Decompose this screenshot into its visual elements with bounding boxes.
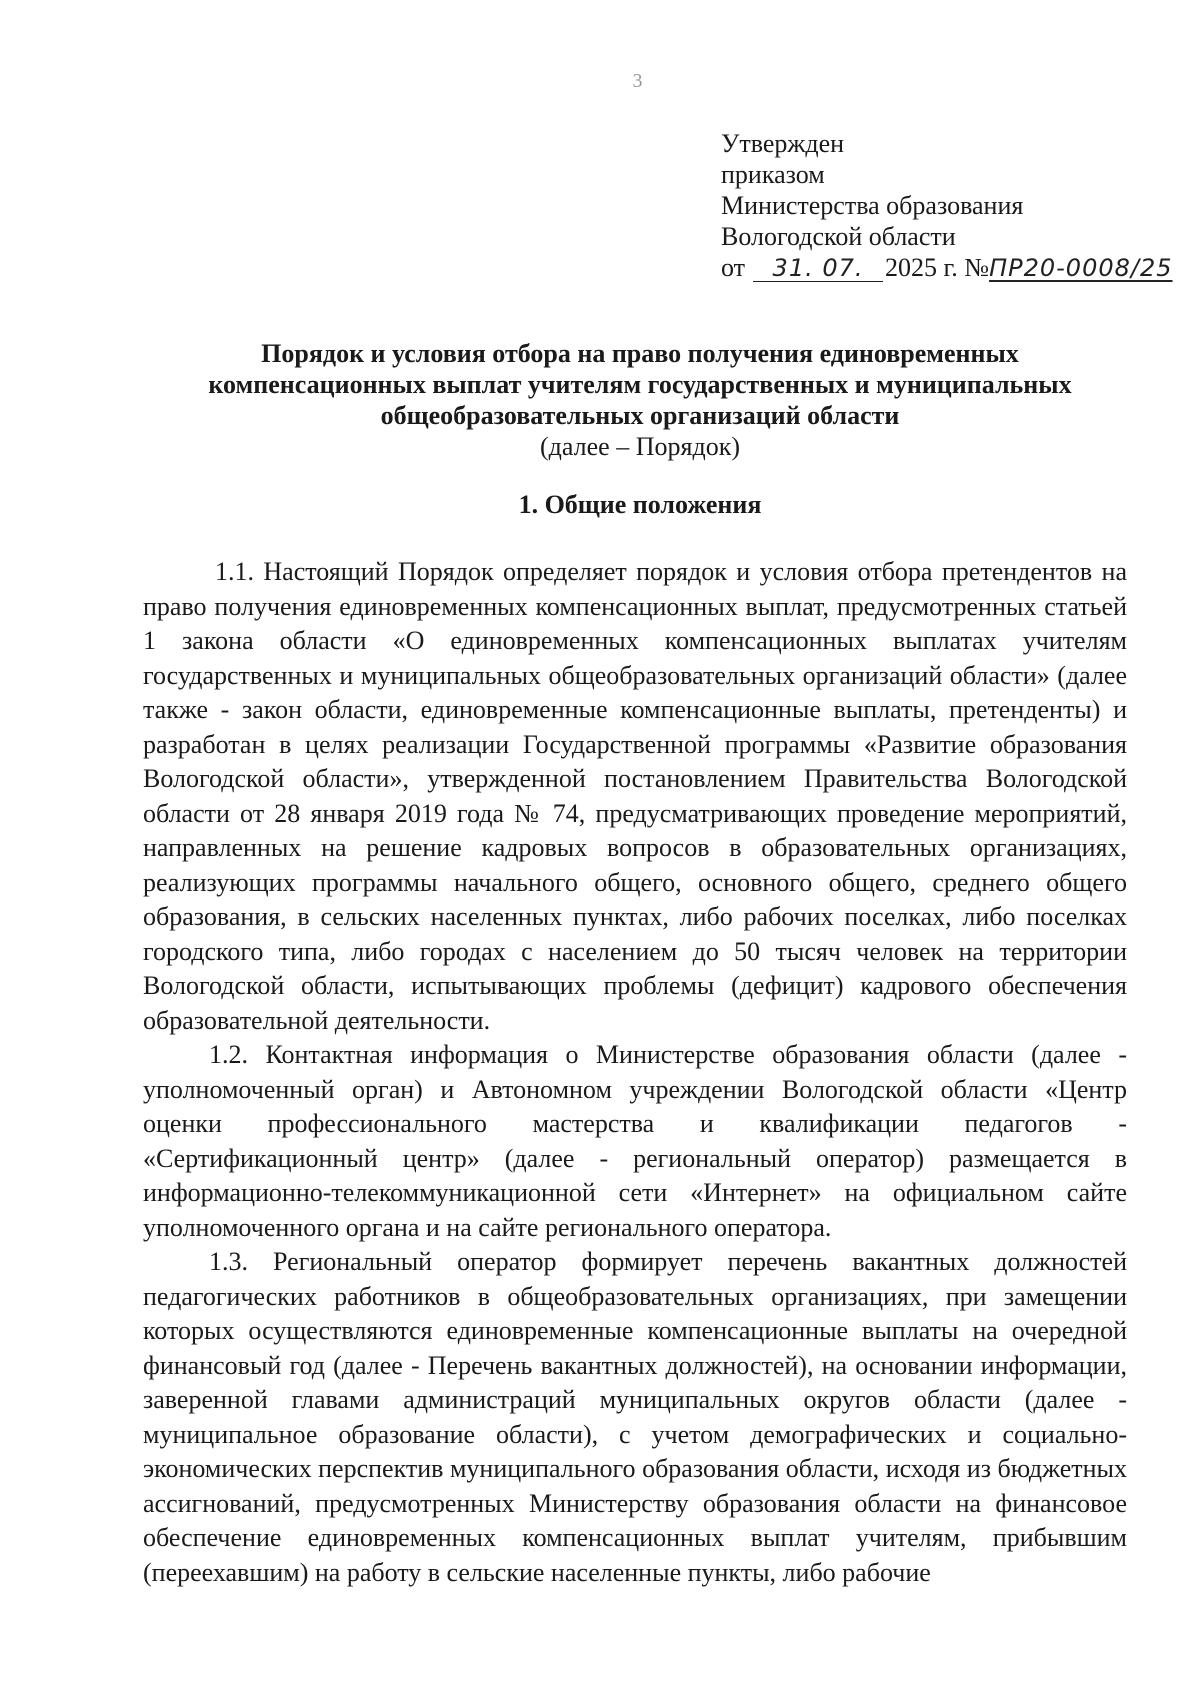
paragraph-1-3: 1.3. Региональный оператор формирует перечень вакантных должностей педагогических работников в общеобразовательных организациях, при замещении которых осуществляются единовременные компенсационные выплаты на очередной финансовый год (далее - Перечень вакантных должностей), на основании информации, заверенной главами администраций муниципальных округов области (далее - муниципальное образование области), с учетом демографических и социально-экономических перспектив муниципального образования области, исходя из бюджетных ассигнований, предусмотренных Министерству образования области на финансовое обеспечение единовременных компенсационных выплат учителям, прибывшим (переехавшим) на работу в сельские населенные пункты, либо рабочие xyxy=(143,1247,1127,1587)
paragraph-1-1: 1.1. Настоящий Порядок определяет порядок и условия отбора претендентов на право получения единовременных компенсационных выплат, предусмотренных статьей 1 закона области «О единовременных компенсационных выплатах учителям государственных и муниципальных общеобразовательных организаций области» (далее также - закон области, единовременные компенсационные выплаты, претенденты) и разработан в целях реализации Государственной программы «Развитие образования Вологодской области», утвержденной постановлением Правительства Вологодской области от 28 января 2019 года № 74, предусматривающих проведение мероприятий, направленных на решение кадровых вопросов в образовательных организациях, реализующих программы начального общего, основного общего, среднего общего образования, в сельских населенных пунктах, либо рабочих поселках, либо поселках городского типа, либо городах с населением до 50 тысяч человек на территории Вологодской области, испытывающих проблемы (дефицит) кадрового обеспечения образовательной деятельности. xyxy=(143,557,1127,1035)
handwritten-order-number: ПР20-0008/25 xyxy=(989,254,1173,282)
approval-stamp-block xyxy=(721,128,1173,284)
approval-year-text: 2025 г. № xyxy=(885,253,990,282)
document-body xyxy=(143,555,1127,1590)
approval-date-prefix: от xyxy=(721,253,746,282)
approval-date-blank xyxy=(753,255,883,282)
approval-line-approved: Утвержден xyxy=(721,129,845,158)
approval-line-by-order: приказом xyxy=(721,160,825,189)
paragraph-1-2: 1.2. Контактная информация о Министерстве образования области (далее - уполномоченный орган) и Автономном учреждении Вологодской области «Центр оценки профессионального мастерства и квалификации педагогов - «Сертификационный центр» (далее - региональный оператор) размещается в информационно-телекоммуникационной сети «Интернет» на официальном сайте уполномоченного органа и на сайте регионального оператора. xyxy=(143,1040,1127,1242)
approval-line-region: Вологодской области xyxy=(721,222,956,251)
page-number: 3 xyxy=(632,70,643,92)
title-line-2: компенсационных выплат учителям государственных и муниципальных xyxy=(208,370,1072,399)
title-subtitle: (далее – Порядок) xyxy=(540,432,740,461)
title-line-3: общеобразовательных организаций области xyxy=(380,401,900,430)
section-heading-general-provisions: 1. Общие положения xyxy=(518,490,762,519)
approval-date-number-line xyxy=(721,252,1173,284)
approval-line-ministry: Министерства образования xyxy=(721,191,1024,220)
document-title xyxy=(140,338,1140,462)
handwritten-date: 31. 07. xyxy=(772,254,864,282)
title-line-1: Порядок и условия отбора на право получения единовременных xyxy=(261,339,1019,368)
